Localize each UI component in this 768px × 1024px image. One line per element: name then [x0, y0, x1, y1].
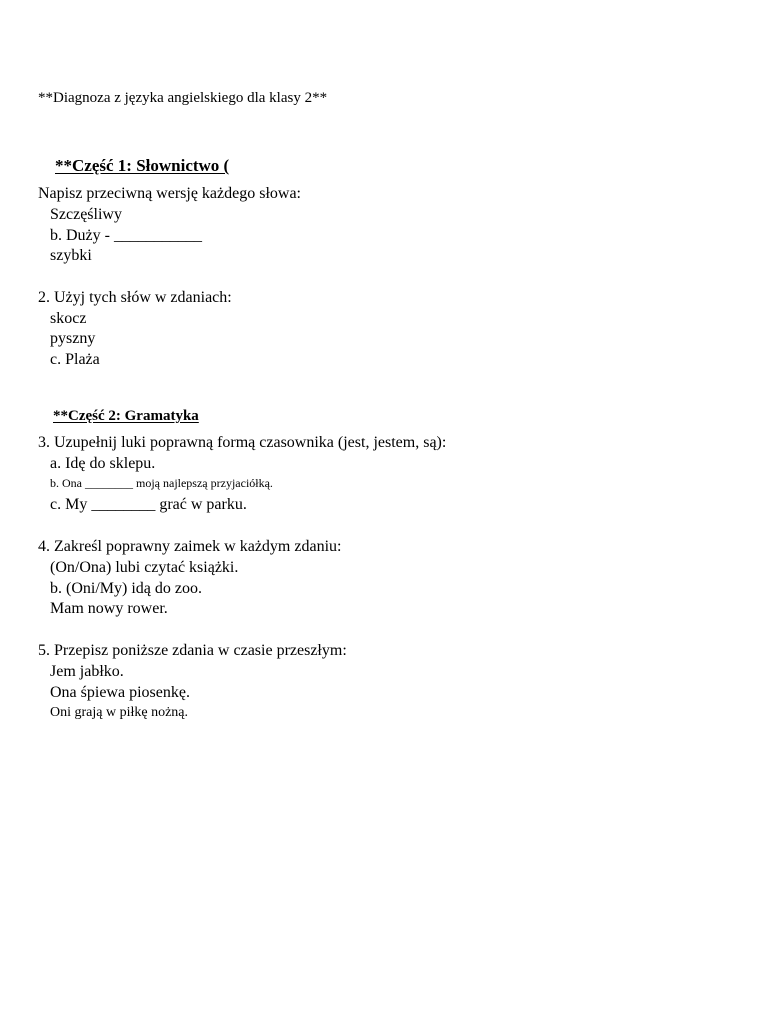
task4-item-2: b. (Oni/My) idą do zoo. — [50, 580, 202, 597]
task5-instruction: 5. Przepisz poniższe zdania w czasie przeszłym: — [38, 642, 347, 659]
task2-item-2: pyszny — [50, 330, 96, 347]
part1-heading — [38, 140, 229, 191]
task3-item-2: b. Ona ________ moją najlepszą przyjaciółką. — [50, 476, 273, 490]
task3-item-3: c. My ________ grać w parku. — [50, 496, 247, 513]
document-title: **Diagnoza z języka angielskiego dla klasy 2** — [38, 90, 328, 106]
part1-item-1: Szczęśliwy — [50, 206, 122, 223]
task2-item-1: skocz — [50, 310, 87, 327]
task3-instruction: 3. Uzupełnij luki poprawną formą czasownika (jest, jestem, są): — [38, 434, 447, 451]
task5-item-3: Oni grają w piłkę nożną. — [50, 705, 189, 720]
task5-item-2: Ona śpiewa piosenkę. — [50, 684, 190, 701]
part1-heading-text: **Część 1: Słownictwo ( — [55, 156, 230, 175]
task4-item-3: Mam nowy rower. — [50, 600, 168, 617]
part1-item-3: szybki — [50, 247, 92, 264]
task4-instruction: 4. Zakreśl poprawny zaimek w każdym zdaniu: — [38, 538, 342, 555]
task4-item-1: (On/Ona) lubi czytać książki. — [50, 559, 239, 576]
part2-heading — [38, 394, 199, 439]
task3-item-1: a. Idę do sklepu. — [50, 455, 156, 472]
part1-item-2: b. Duży - ___________ — [50, 227, 202, 244]
task5-item-1: Jem jabłko. — [50, 663, 124, 680]
task2-instruction: 2. Użyj tych słów w zdaniach: — [38, 289, 232, 306]
task2-item-3: c. Plaża — [50, 351, 100, 368]
part2-heading-text: **Część 2: Gramatyka — [53, 408, 199, 424]
part1-instruction: Napisz przeciwną wersję każdego słowa: — [38, 185, 301, 202]
